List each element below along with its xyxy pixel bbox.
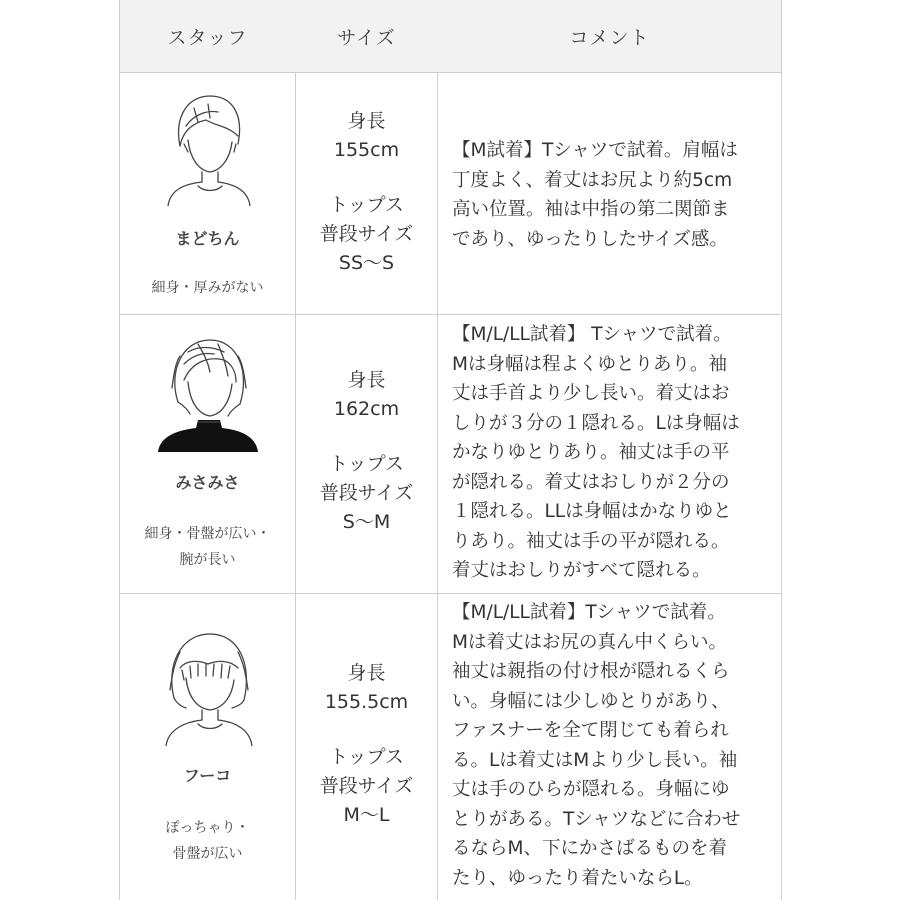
comment-text [452,598,772,893]
tops-label: トップス [329,746,404,768]
staff-avatar-fuko [158,626,258,746]
staff-avatar-madochin [158,86,258,206]
comment-text [452,136,772,254]
staff-name: フーコ [183,766,232,785]
header-staff: スタッフ [167,26,248,49]
comment-line: １隠れる。LLは身幅はかなりゆと [452,501,732,522]
tops-label: トップス [329,194,404,216]
row-divider-1 [119,314,782,315]
comment-line: る。Lは着丈はMより少し長い。袖 [452,749,738,771]
height-value: 155cm [333,139,400,161]
staff-description [120,815,295,867]
header-bottom-border [119,72,782,73]
comment-line: たり、ゆったり着たいならL。 [452,867,703,889]
comment-line: 丈は手のひらが隠れる。身幅にゆ [452,779,730,800]
staff-description [120,275,295,301]
tops-label: トップス [329,453,404,475]
staff-name: まどちん [175,229,240,248]
table-border-right [781,0,782,900]
row-divider-2 [119,593,782,594]
height-label: 身長 [347,110,386,132]
comment-text [452,320,772,586]
staff-description-line: 腕が長い [179,552,236,568]
comment-line: るならM、下にかさばるものを着 [452,838,727,859]
comment-line: ファスナーを全て閉じても着られ [452,720,729,741]
header-comment: コメント [569,26,650,49]
usual-size-label: 普段サイズ [319,775,414,797]
comment-line: であり、ゆったりしたサイズ感。 [452,228,728,250]
comment-line: しりが３分の１隠れる。Lは身幅は [452,412,740,434]
comment-line: とりがある。Tシャツなどに合わせ [452,808,741,830]
comment-line: りあり。袖丈は手の平が隠れる。 [452,530,730,552]
usual-size-label: 普段サイズ [319,223,414,245]
usual-size-value: SS～S [338,252,395,274]
usual-size-label: 普段サイズ [319,482,414,504]
height-value: 155.5cm [324,691,409,713]
comment-line: 着丈はおしりがすべて隠れる。 [452,560,711,581]
header-size: サイズ [337,26,396,49]
comment-line: 【M試着】Tシャツで試着。肩幅は [452,140,738,161]
comment-line: 【M/L/LL試着】Tシャツで試着。 [452,602,726,623]
usual-size-value: S～M [342,511,391,533]
size-info [296,366,437,537]
staff-description-line: 細身・厚みがない [151,280,264,296]
table-divider-size-comment [437,0,438,900]
staff-description [120,521,295,573]
comment-line: い。身幅には少しゆとりがあり、 [452,690,730,712]
comment-line: Mは身幅は程よくゆとりあり。袖 [452,353,727,375]
comment-line: が隠れる。着丈はおしりが２分の [452,471,730,493]
staff-description-line: 骨盤が広い [172,846,243,862]
usual-size-value: M～L [343,804,390,826]
size-info [296,659,437,830]
comment-line: 高い位置。袖は中指の第二関節ま [452,199,730,220]
comment-line: 袖丈は親指の付け根が隠れるくら [452,661,730,682]
height-value: 162cm [333,398,400,420]
comment-line: かなりゆとりあり。袖丈は手の平 [452,442,730,463]
size-info [296,107,437,278]
comment-line: 丈は手首より少し長い。着丈はお [452,383,730,404]
height-label: 身長 [347,369,386,391]
comment-line: Mは着丈はお尻の真ん中くらい。 [452,631,727,653]
comment-line: 丁度よく、着丈はお尻より約5cm [452,169,733,191]
comment-line: 【M/L/LL試着】 Tシャツで試着。 [452,324,732,345]
staff-description-line: 細身・骨盤が広い・ [144,526,271,542]
staff-avatar-misamisa [158,332,258,452]
height-label: 身長 [347,662,386,684]
staff-description-line: ぽっちゃり・ [165,820,250,836]
staff-name: みさみさ [175,473,240,492]
